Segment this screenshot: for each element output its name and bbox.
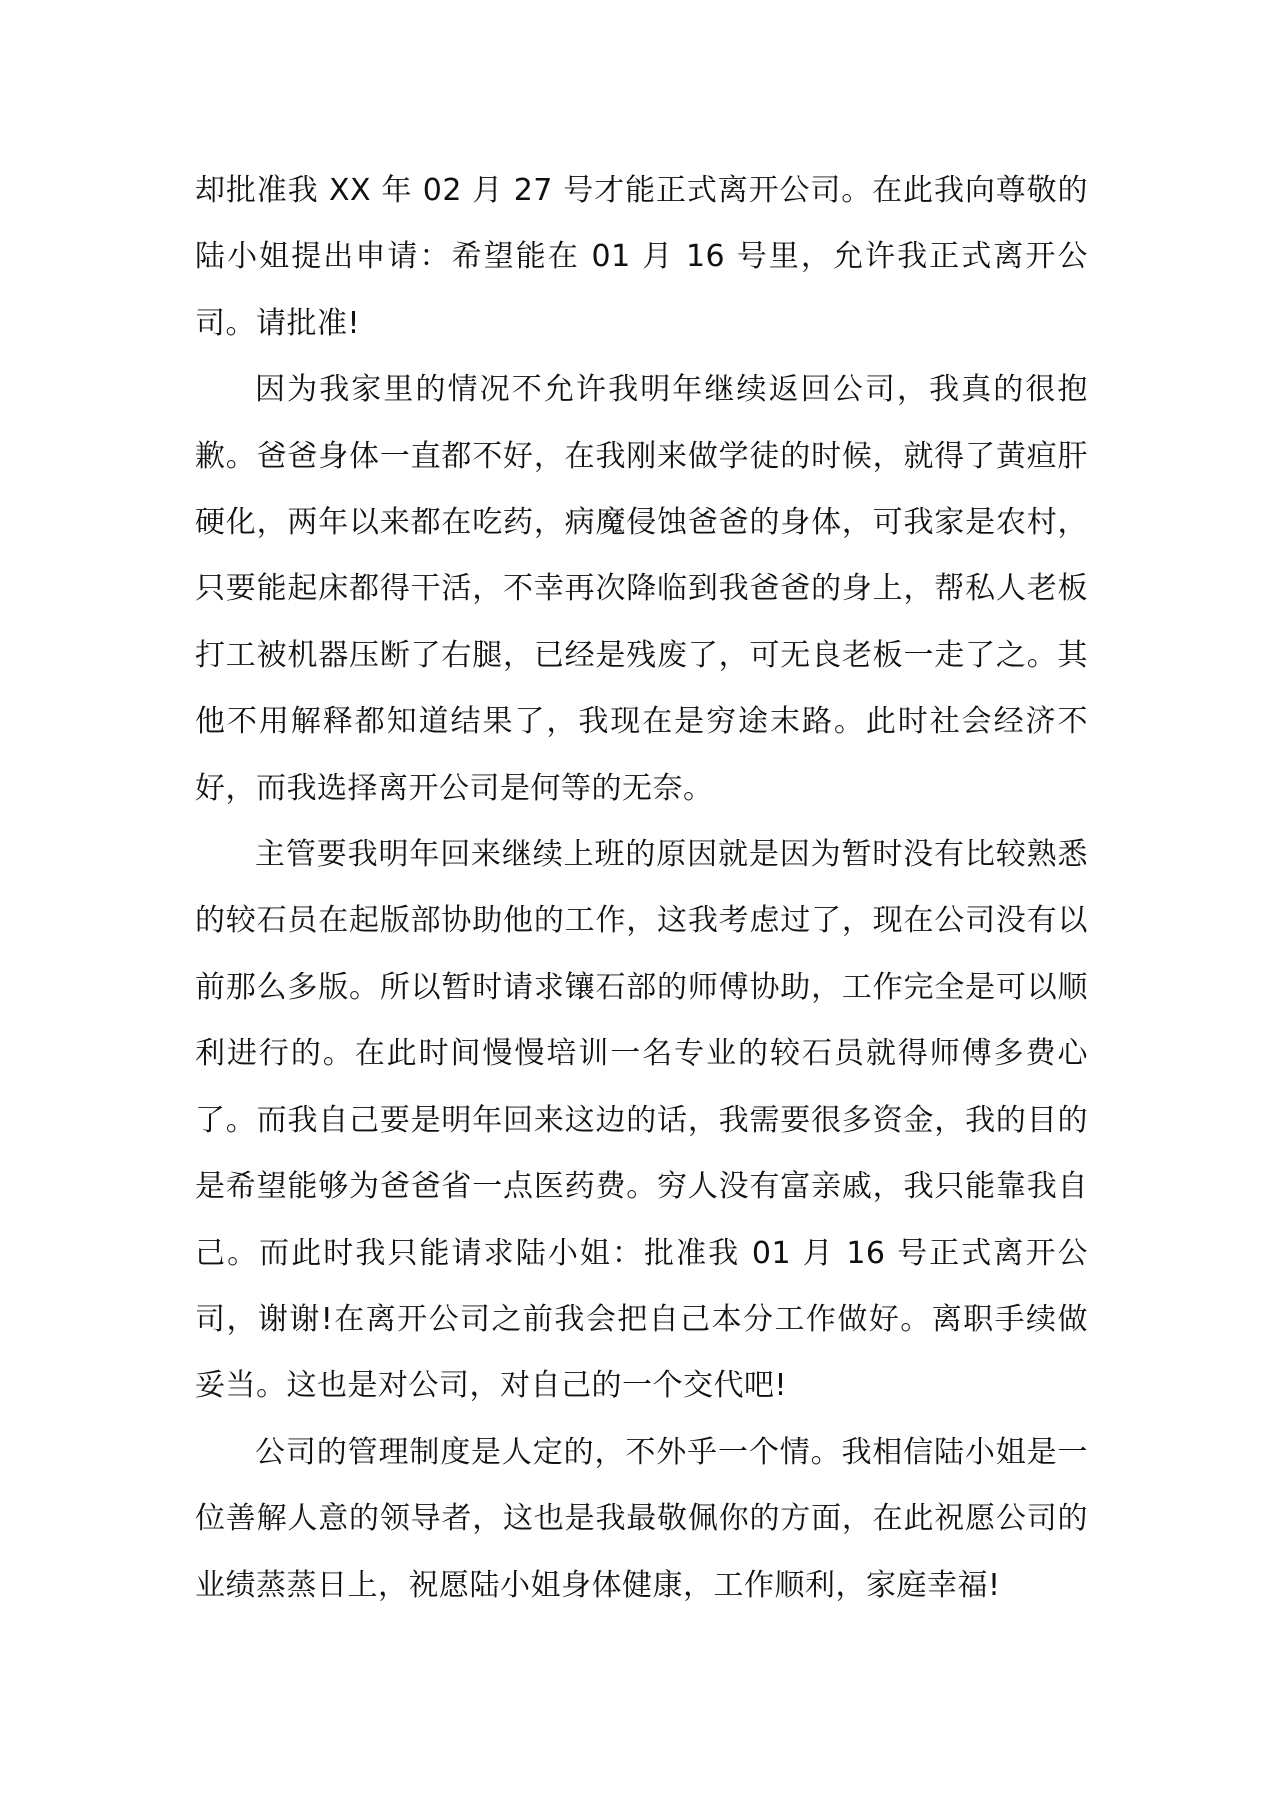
paragraph-continuation: 却批准我 XX 年 02 月 27 号才能正式离开公司。在此我向尊敬的陆小姐提出申请：希望能在 01 月 16 号里，允许我正式离开公司。请批准!	[195, 173, 1088, 341]
paragraph-work-arrangement: 主管要我明年回来继续上班的原因就是因为暂时没有比较熟悉的较石员在起版部协助他的工作，这我考虑过了，现在公司没有以前那么多版。所以暂时请求镶石部的师傅协助，工作完全是可以顺利进行的。在此时间慢慢培训一名专业的较石员就得师傅多费心了。而我自己要是明年回来这边的话，我需要很多资金，我的目的是希望能够为爸爸省一点医药费。穷人没有富亲戚，我只能靠我自己。而此时我只能请求陆小姐：批准我 01 月 16 号正式离开公司，谢谢!在离开公司之前我会把自己本分工作做好。离职手续做妥当。这也是对公司，对自己的一个交代吧!	[195, 837, 1088, 1404]
letter-body	[195, 158, 1088, 1619]
paragraph-closing-wishes: 公司的管理制度是人定的，不外乎一个情。我相信陆小姐是一位善解人意的领导者，这也是我最敬佩你的方面，在此祝愿公司的业绩蒸蒸日上，祝愿陆小姐身体健康，工作顺利，家庭幸福!	[195, 1434, 1088, 1603]
paragraph-family-situation: 因为我家里的情况不允许我明年继续返回公司，我真的很抱歉。爸爸身体一直都不好，在我刚来做学徒的时候，就得了黄疸肝硬化，两年以来都在吃药，病魔侵蚀爸爸的身体，可我家是农村，只要能起床都得干活，不幸再次降临到我爸爸的身上，帮私人老板打工被机器压断了右腿，已经是残废了，可无良老板一走了之。其他不用解释都知道结果了，我现在是穷途末路。此时社会经济不好，而我选择离开公司是何等的无奈。	[195, 372, 1088, 806]
